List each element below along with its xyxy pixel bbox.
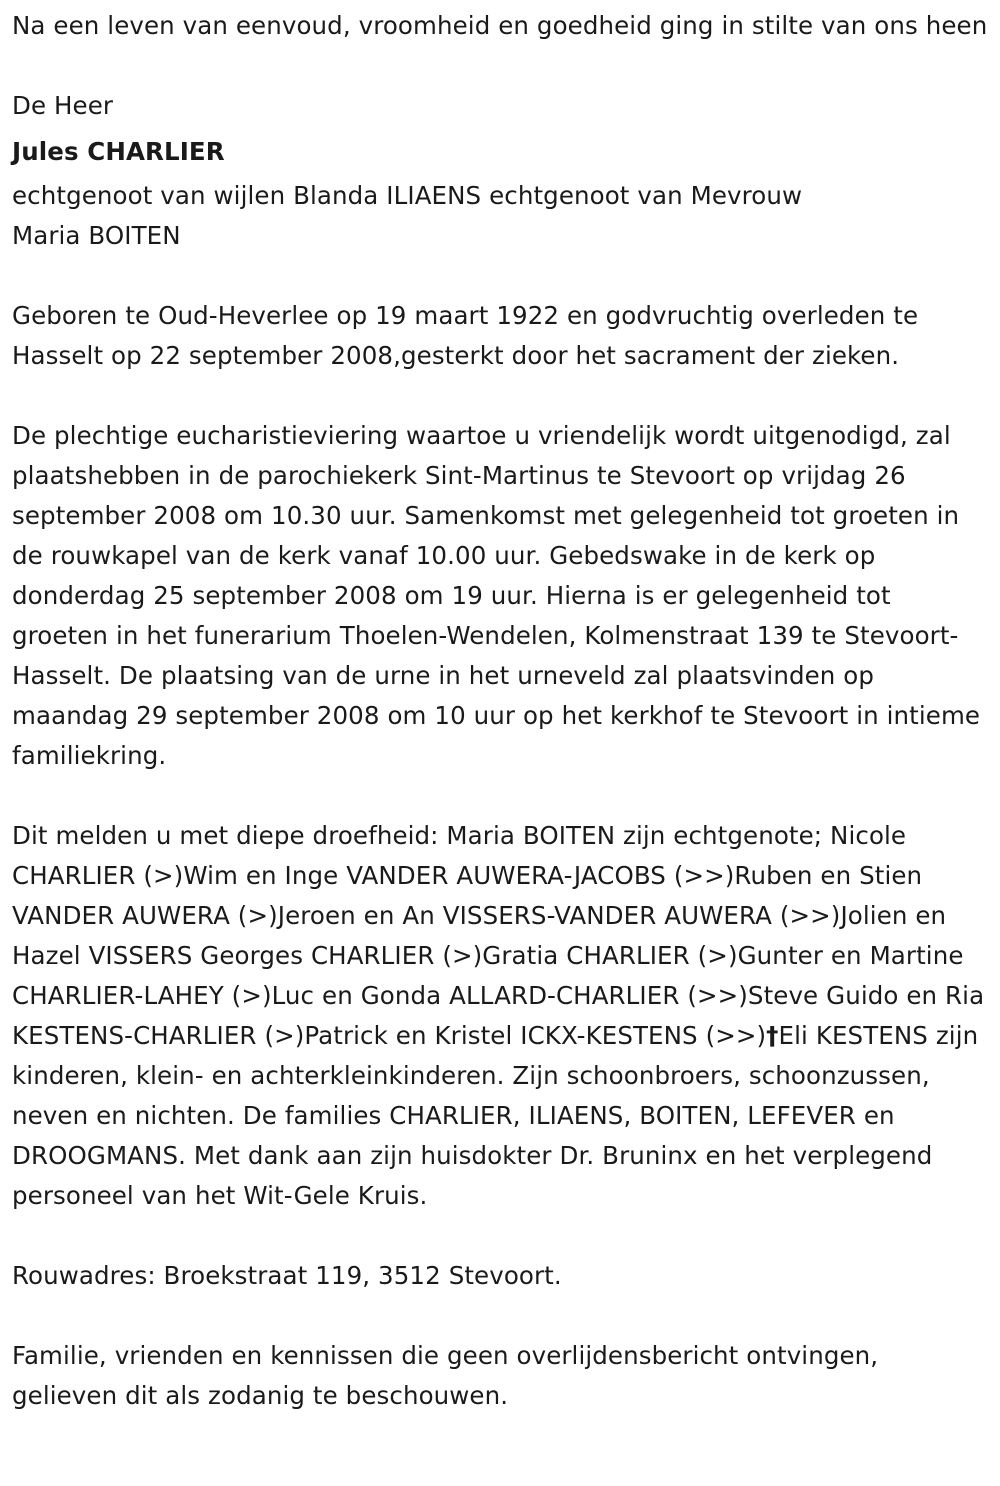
- intro-text: Na een leven van eenvoud, vroomheid en goedheid ging in stilte van ons heen: [12, 11, 988, 40]
- spacer: [12, 46, 988, 86]
- spacer: [12, 1216, 988, 1256]
- family-text-part-1: Dit melden u met diepe droefheid: Maria BOITEN zijn echtgenote; Nicole CHARLIER (>)Wim en Inge VANDER AUWERA-JACOBS (>>)Ruben en Stien VANDER AUWERA (>)Jeroen en An VISSERS-VANDER AUWERA (>>)Jolien en Hazel VISSERS Georges CHARLIER (>)Gratia CHARLIER (>)Gunter en Martine CHARLIER-LAHEY (>)Luc en Gonda ALLARD-CHARLIER (>>)Steve Guido en Ria KESTENS-CHARLIER (>)Patrick en Kristel ICKX-KESTENS (>>): [12, 821, 985, 1050]
- closing-text: Familie, vrienden en kennissen die geen overlijdensbericht ontvingen, gelieven dit als zodanig te beschouwen.: [12, 1341, 879, 1410]
- spacer: [12, 776, 988, 816]
- cross-icon: †: [766, 1021, 779, 1050]
- spacer: [12, 256, 988, 296]
- family-text: [12, 816, 988, 1216]
- deceased-name: Jules CHARLIER: [12, 137, 225, 166]
- honorific: De Heer: [12, 91, 114, 120]
- spacer: [12, 376, 988, 416]
- mourning-address: Rouwadres: Broekstraat 119, 3512 Stevoort.: [12, 1261, 562, 1290]
- birth-death-text: Geboren te Oud-Heverlee op 19 maart 1922 en godvruchtig overleden te Hasselt op 22 september 2008,gesterkt door het sacrament der zieken.: [12, 301, 919, 370]
- family-text-part-2: Eli KESTENS zijn kinderen, klein- en achterkleinkinderen. Zijn schoonbroers, schoonzussen, neven en nichten. De families CHARLIER, ILIAENS, BOITEN, LEFEVER en DROOGMANS. Met dank aan zijn huisdokter Dr. Bruninx en het verplegend personeel van het Wit-Gele Kruis.: [12, 1021, 979, 1210]
- spouse-line-2: Maria BOITEN: [12, 221, 181, 250]
- spouse-line-1: echtgenoot van wijlen Blanda ILIAENS echtgenoot van Mevrouw: [12, 181, 803, 210]
- spacer: [12, 1296, 988, 1336]
- ceremony-text: De plechtige eucharistieviering waartoe u vriendelijk wordt uitgenodigd, zal plaatshebben in de parochiekerk Sint-Martinus te Stevoort op vrijdag 26 september 2008 om 10.30 uur. Samenkomst met gelegenheid tot groeten in de rouwkapel van de kerk vanaf 10.00 uur. Gebedswake in de kerk op donderdag 25 september 2008 om 19 uur. Hierna is er gelegenheid tot groeten in het funerarium Thoelen-Wendelen, Kolmenstraat 139 te Stevoort-Hasselt. De plaatsing van de urne in het urneveld zal plaatsvinden op maandag 29 september 2008 om 10 uur op het kerkhof te Stevoort in intieme familiekring.: [12, 421, 981, 770]
